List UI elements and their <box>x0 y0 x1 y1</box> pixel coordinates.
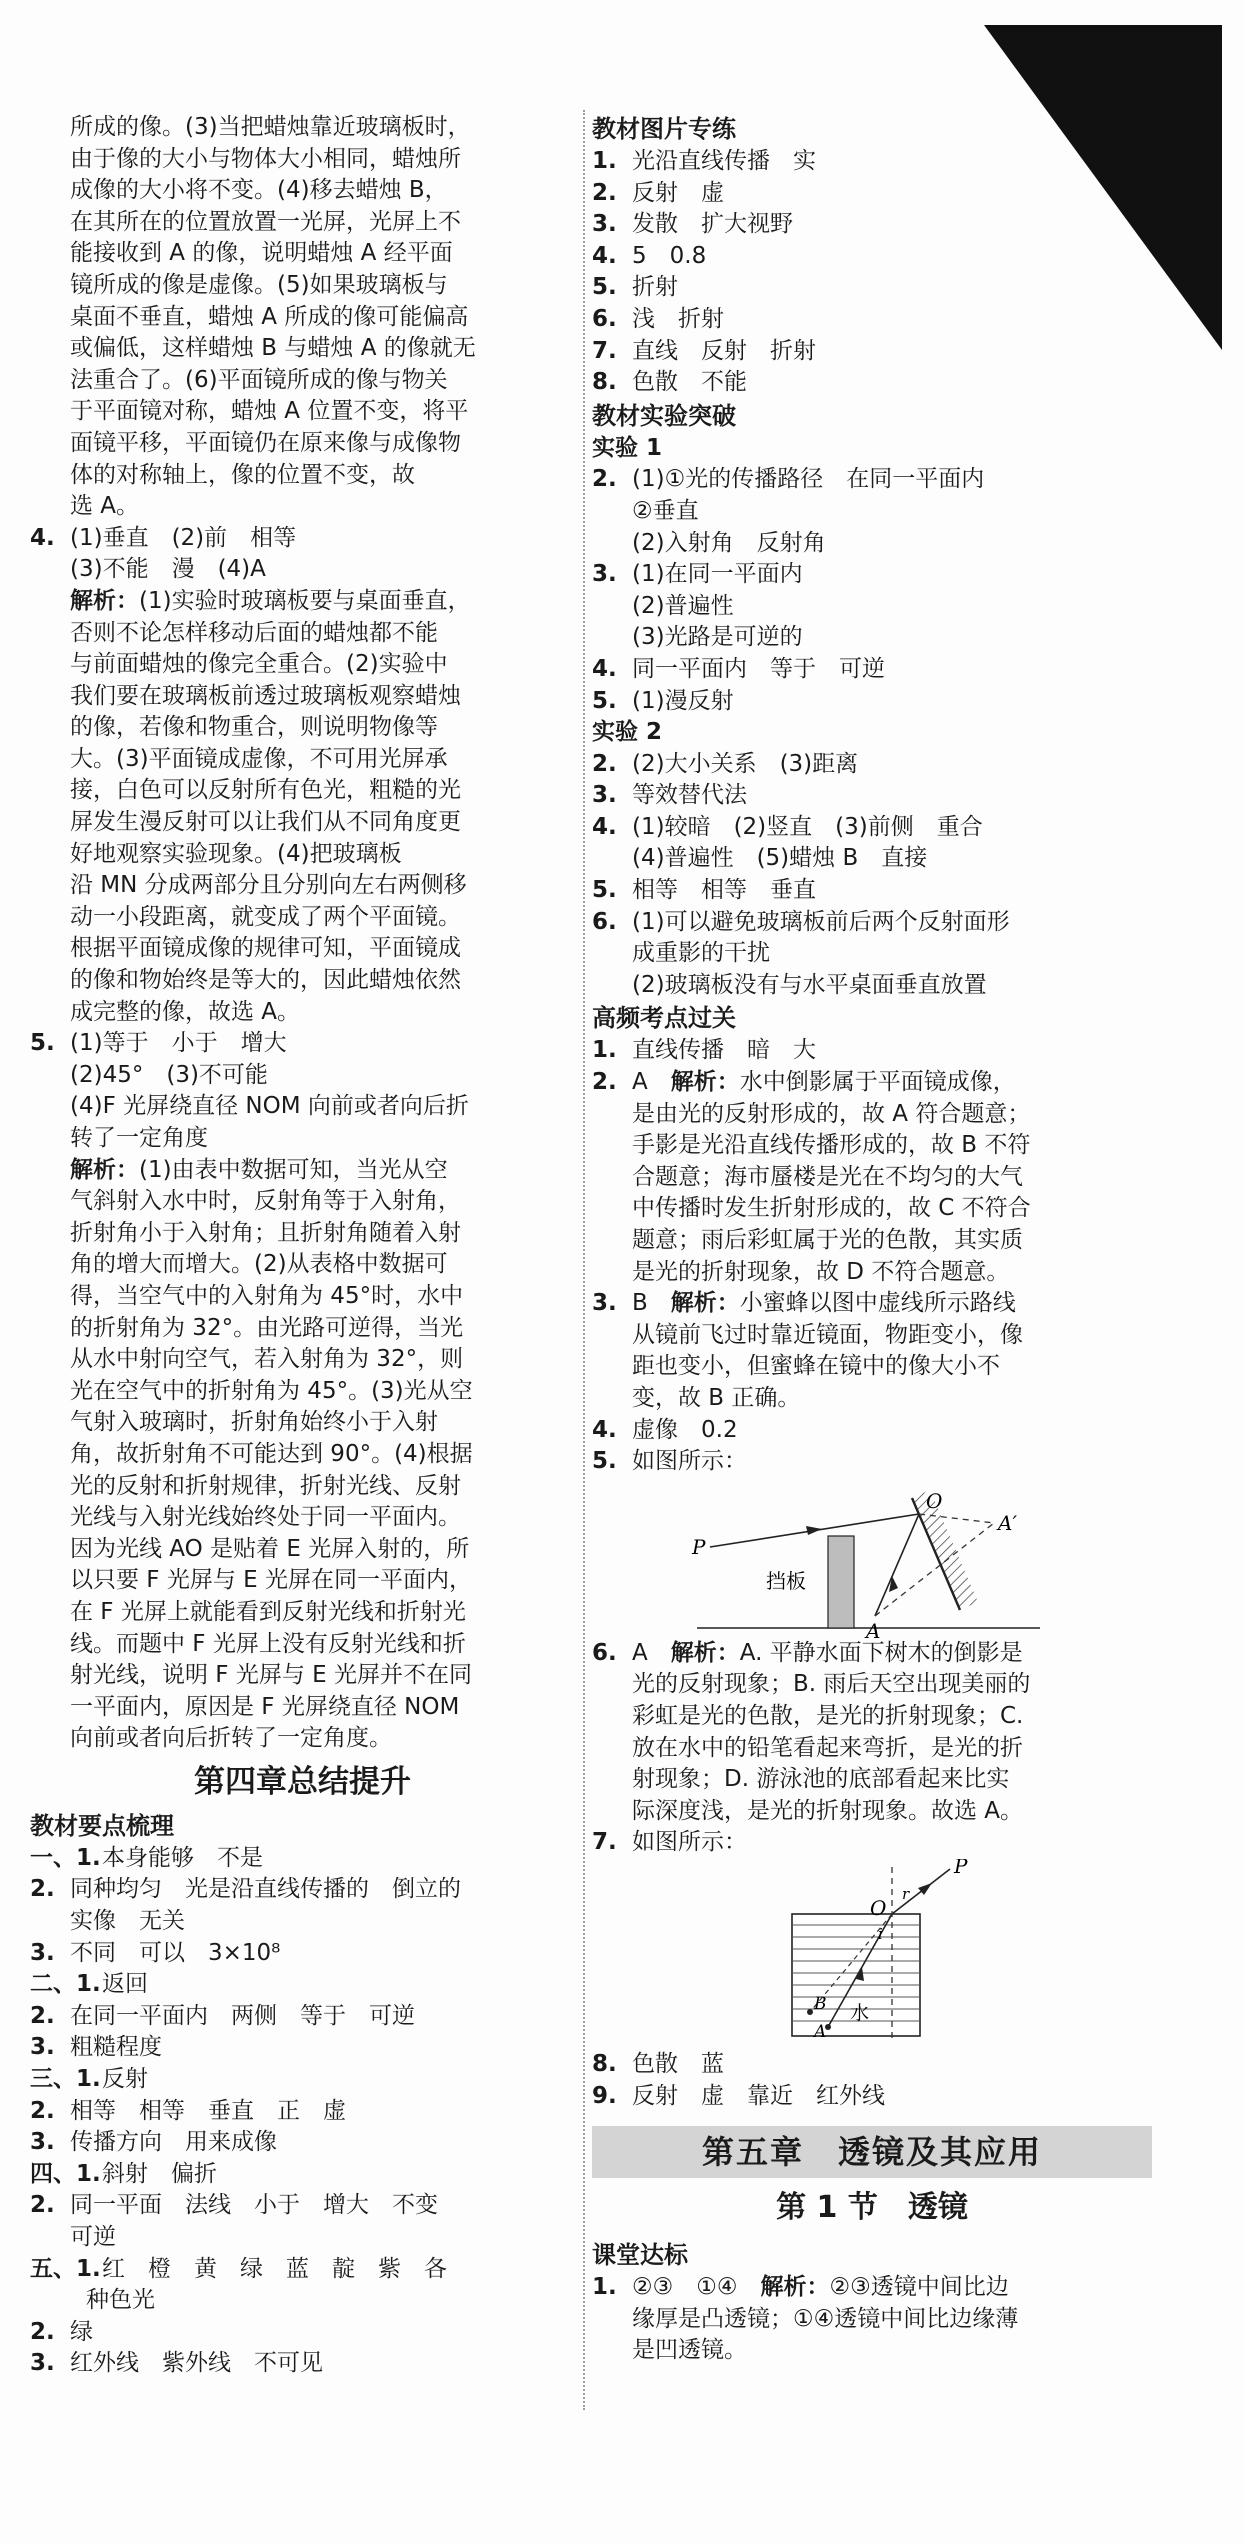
label-O: O <box>926 1488 943 1513</box>
answer-text: 虚像 0.2 <box>632 1416 738 1443</box>
answer-line <box>592 1827 1152 1859</box>
answer-list <box>592 464 1152 717</box>
answer-line <box>592 970 1152 1002</box>
answer-text: (3)光路是可逆的 <box>632 624 803 651</box>
explanation-line: 是由光的反射形成的，故 A 符合题意； <box>632 1100 1031 1127</box>
explanation-text: (1)由表中数据可知，当光从空 <box>139 1156 448 1183</box>
answer-line <box>592 464 1152 496</box>
answer-line <box>592 1035 1152 1067</box>
text-line: 法重合了。(6)平面镜所成的像与物关 <box>70 366 448 393</box>
answer-line <box>30 1969 575 2001</box>
answer-line <box>592 686 1152 718</box>
question-number: 6. <box>592 1639 617 1666</box>
answer-text: (2)入射角 反射角 <box>632 529 826 556</box>
answer-line <box>30 523 575 555</box>
answer-line <box>592 146 1152 178</box>
question-number: 五、1. <box>30 2255 101 2282</box>
experiment-heading: 实验 2 <box>592 719 663 746</box>
question-number: 3. <box>592 782 617 809</box>
answer-line: (3)不能 漫 (4)A <box>70 556 266 583</box>
answer-line <box>30 1843 575 1875</box>
answer-line <box>592 1638 1152 1670</box>
explanation-line <box>30 586 575 618</box>
answer-text: 相等 相等 垂直 正 虚 <box>70 2097 346 2124</box>
explanation-line: 角的增大而增大。(2)从表格中数据可 <box>70 1251 448 1278</box>
explanation-line: 从水中射向空气，若入射角为 32°，则 <box>70 1346 464 1373</box>
question-number: 3. <box>592 211 617 238</box>
label-A: A <box>814 2021 827 2042</box>
label-O: O <box>870 1895 887 1920</box>
explanation-text: 水中倒影属于平面镜成像， <box>739 1069 1016 1096</box>
chapter-title: 第四章总结提升 <box>194 1763 411 1800</box>
answer-line <box>592 2272 1152 2304</box>
answer-text: (1)较暗 (2)竖直 (3)前侧 重合 <box>632 813 983 840</box>
explanation-line: 动一小段距离，就变成了两个平面镜。 <box>70 903 461 930</box>
label-P: P <box>954 1858 968 1878</box>
left-column <box>30 112 575 2380</box>
answer-line <box>592 843 1152 875</box>
answer-text: 绿 <box>70 2318 93 2345</box>
question-number: 7. <box>592 1829 617 1856</box>
answer-text: 5 0.8 <box>632 242 707 269</box>
answer-line <box>592 496 1152 528</box>
question-number: 8. <box>592 369 617 396</box>
question-number: 2. <box>592 179 617 206</box>
answer-line <box>592 812 1152 844</box>
explanation-line: 的折射角为 32°。由光路可逆得，当光 <box>70 1314 464 1341</box>
text-line: 面镜平移，平面镜仍在原来像与成像物 <box>70 429 461 456</box>
question-number: 4. <box>592 242 617 269</box>
question-number: 3. <box>30 2129 55 2156</box>
explanation-line: 向前或者向后折转了一定角度。 <box>70 1725 392 1752</box>
answer-line <box>592 749 1152 781</box>
explanation-line: 线。而题中 F 光屏上没有反射光线和折 <box>70 1630 466 1657</box>
experiment-heading: 实验 1 <box>592 434 663 461</box>
answer-line <box>592 907 1152 939</box>
answer-text: 反射 虚 靠近 红外线 <box>632 2082 885 2109</box>
answer-line <box>592 336 1152 368</box>
text-line: 在其所在的位置放置一光屏，光屏上不 <box>70 208 461 235</box>
answer-line <box>592 559 1152 591</box>
section-heading: 高频考点过关 <box>592 1004 736 1033</box>
answer-line <box>592 622 1152 654</box>
question-number: 5. <box>30 1030 55 1057</box>
explanation-line: 题意；雨后彩虹属于光的色散，其实质 <box>632 1227 1023 1253</box>
answer-text: (2)玻璃板没有与水平桌面垂直放置 <box>632 971 987 998</box>
answer-text: 同一平面内 等于 可逆 <box>632 655 885 682</box>
explanation-line: 合题意；海市蜃楼是光在不均匀的大气 <box>632 1163 1023 1190</box>
answer-line <box>592 780 1152 812</box>
answer-text: (1)在同一平面内 <box>632 561 803 588</box>
answer-text: 同种均匀 光是沿直线传播的 倒立的 <box>70 1876 461 1903</box>
explanation-line: 气斜射入水中时，反射角等于入射角， <box>70 1188 461 1215</box>
explanation-line <box>30 1155 575 1187</box>
answer-line <box>30 1874 575 1906</box>
explanation-line: 变，故 B 正确。 <box>632 1384 801 1411</box>
answer-text: 同一平面 法线 小于 增大 不变 <box>70 2192 438 2219</box>
answer-line <box>592 1067 1152 1099</box>
answer-text: 红 橙 黄 绿 蓝 靛 紫 各 <box>102 2255 447 2282</box>
answer-text: 可逆 <box>70 2224 116 2250</box>
question-number: 2. <box>30 2318 55 2345</box>
answer-line <box>592 528 1152 560</box>
summary-list <box>30 1843 575 2380</box>
answer-text: 等效替代法 <box>632 782 747 809</box>
answer-line <box>592 209 1152 241</box>
answer-line <box>30 2159 575 2191</box>
answer-text: ②③ ①④ <box>632 2274 761 2301</box>
explanation-line: 得，当空气中的入射角为 45°时，水中 <box>70 1282 464 1309</box>
explanation-label: 解析： <box>760 2274 830 2301</box>
explanation-line: 与前面蜡烛的像完全重合。(2)实验中 <box>70 651 448 678</box>
explanation-line: 际深度浅，是光的折射现象。故选 A。 <box>632 1797 1024 1824</box>
question-number: 二、1. <box>30 1971 101 1998</box>
explanation-text: A. 平静水面下树木的倒影是 <box>739 1639 1023 1666</box>
explanation-text: (1)实验时玻璃板要与桌面垂直， <box>139 587 471 614</box>
chapter-banner: 第五章 透镜及其应用 <box>592 2126 1152 2178</box>
explanation-line: 的像和物始终是等大的，因此蜡烛依然 <box>70 967 461 994</box>
answer-text: 光沿直线传播 实 <box>632 148 816 174</box>
answer-text: 色散 蓝 <box>632 2050 724 2077</box>
question-number: 3. <box>30 1939 55 1966</box>
label-A: A <box>866 1618 881 1638</box>
answer-text: 发散 扩大视野 <box>632 211 793 238</box>
answer-line <box>30 2254 575 2286</box>
explanation-line: 气射入玻璃时，折射角始终小于入射 <box>70 1409 438 1436</box>
question-number: 5. <box>592 274 617 301</box>
explanation-line: 折射角小于入射角；且折射角随着入射 <box>70 1219 461 1246</box>
label-A-prime: A′ <box>998 1510 1017 1535</box>
question-number: 2. <box>592 466 617 493</box>
answer-text: 色散 不能 <box>632 369 747 396</box>
question-number: 7. <box>592 337 617 364</box>
answer-text: 直线 反射 折射 <box>632 337 816 364</box>
explanation-line: 从镜前飞过时靠近镜面，物距变小，像 <box>632 1321 1023 1348</box>
point-B <box>807 2009 813 2015</box>
answer-line <box>592 1288 1152 1320</box>
question-number: 1. <box>592 148 617 174</box>
answer-line <box>30 2001 575 2033</box>
text-line: 成像的大小将不变。(4)移去蜡烛 B， <box>70 177 448 204</box>
explanation-line: 缘厚是凸透镜；①④透镜中间比边缘薄 <box>632 2305 1019 2332</box>
answer-line <box>592 2049 1152 2081</box>
explanation-line: 光的反射和折射规律，折射光线、反射 <box>70 1472 461 1499</box>
answer-line <box>592 1415 1152 1447</box>
explanation-line: 光线与入射光线始终处于同一平面内。 <box>70 1504 461 1531</box>
answer-line <box>30 2222 575 2254</box>
text-line: 体的对称轴上，像的位置不变，故 <box>70 461 415 488</box>
question-number: 3. <box>592 561 617 588</box>
question-number: 2. <box>30 2097 55 2124</box>
answer-text: 红外线 紫外线 不可见 <box>70 2350 323 2377</box>
answer-text: 反射 虚 <box>632 179 724 206</box>
answer-line <box>592 272 1152 304</box>
answer-list <box>592 749 1152 1002</box>
question-number: 3. <box>30 2034 55 2061</box>
question-number: 2. <box>30 2192 55 2219</box>
mirror-hatch <box>912 1490 978 1610</box>
explanation-text: ②③透镜中间比边 <box>829 2274 1009 2301</box>
explanation-line: 因为光线 AO 是贴着 E 光屏入射的，所 <box>70 1535 470 1562</box>
explanation-line: 中传播时发生折射形成的，故 C 不符合 <box>632 1195 1031 1222</box>
answer-line <box>592 1446 1152 1478</box>
explanation-line: 屏发生漫反射可以让我们从不同角度更 <box>70 809 461 836</box>
explanation-line: 成完整的像，故选 A。 <box>70 998 301 1025</box>
answer-text: A <box>632 1639 671 1666</box>
answer-text: (2)大小关系 (3)距离 <box>632 750 859 777</box>
answer-line <box>592 304 1152 336</box>
answer-line <box>30 2032 575 2064</box>
answer-text: 如图所示： <box>632 1448 747 1475</box>
answer-line <box>592 2081 1152 2113</box>
section-heading: 教材图片专练 <box>592 115 736 143</box>
answer-text: 折射 <box>632 274 678 301</box>
board-label: 挡板 <box>766 1568 806 1593</box>
answer-text: 反射 <box>102 2066 148 2093</box>
answer-line <box>592 654 1152 686</box>
question-number: 9. <box>592 2082 617 2109</box>
explanation-line: 大。(3)平面镜成虚像，不可用光屏承 <box>70 745 448 772</box>
explanation-line: 一平面内，原因是 F 光屏绕直径 NOM <box>70 1693 460 1720</box>
answer-line <box>30 2190 575 2222</box>
answer-text: 成重影的干扰 <box>632 940 770 967</box>
answer-line <box>30 2348 575 2380</box>
board-block <box>828 1536 854 1628</box>
answer-line <box>30 2096 575 2128</box>
explanation-line: 彩虹是光的色散，是光的折射现象；C. <box>632 1702 1024 1729</box>
answer-line <box>592 241 1152 273</box>
question-number: 2. <box>30 1876 55 1903</box>
text-line: 或偏低，这样蜡烛 B 与蜡烛 A 的像就无 <box>70 335 476 362</box>
explanation-line: 接，白色可以反射所有色光，粗糙的光 <box>70 777 461 804</box>
answer-text: 相等 相等 垂直 <box>632 877 816 904</box>
answer-text: (1)垂直 (2)前 相等 <box>70 524 297 551</box>
explanation-line: 根据平面镜成像的规律可知，平面镜成 <box>70 935 461 962</box>
answer-line <box>592 875 1152 907</box>
answer-text: 在同一平面内 两侧 等于 可逆 <box>70 2002 415 2029</box>
answer-line <box>30 1906 575 1938</box>
label-B: B <box>814 1993 827 2014</box>
reflected-ray <box>875 1514 919 1616</box>
answer-text: (2)普遍性 <box>632 592 734 619</box>
explanation-line: 射光线，说明 F 光屏与 E 光屏并不在同 <box>70 1662 473 1689</box>
answer-text: 浅 折射 <box>632 305 724 332</box>
label-P: P <box>692 1534 706 1559</box>
answer-line <box>592 178 1152 210</box>
explanation-line: 射现象；D. 游泳池的底部看起来比实 <box>632 1766 1010 1793</box>
explanation-line: 我们要在玻璃板前透过玻璃板观察蜡烛 <box>70 682 461 709</box>
answer-line <box>592 367 1152 399</box>
question-number: 一、1. <box>30 1844 101 1871</box>
question-number: 6. <box>592 908 617 935</box>
section-heading: 教材实验突破 <box>592 401 736 430</box>
question-number: 2. <box>592 750 617 777</box>
section-heading: 教材要点梳理 <box>30 1811 174 1840</box>
answer-text: 传播方向 用来成像 <box>70 2129 277 2156</box>
answer-text: 本身能够 不是 <box>102 1844 263 1871</box>
explanation-line: 的像，若像和物重合，则说明物像等 <box>70 714 438 741</box>
text-line: 镜所成的像是虚像。(5)如果玻璃板与 <box>70 271 448 298</box>
answer-text: 斜射 偏折 <box>102 2160 217 2187</box>
answer-line <box>30 2285 575 2317</box>
question-number: 四、1. <box>30 2160 101 2187</box>
answer-text: 返回 <box>102 1971 148 1998</box>
question-number: 4. <box>592 1416 617 1443</box>
answer-list <box>592 146 1152 399</box>
explanation-line: 放在水中的铅笔看起来弯折，是光的折 <box>632 1734 1023 1761</box>
explanation-label: 解析： <box>670 1639 740 1666</box>
question-number: 8. <box>592 2050 617 2077</box>
text-line: 能接收到 A 的像，说明蜡烛 A 经平面 <box>70 240 453 267</box>
answer-text: B <box>632 1290 671 1317</box>
explanation-line: 否则不论怎样移动后面的蜡烛都不能 <box>70 619 438 646</box>
question-number: 6. <box>592 305 617 332</box>
text-line: 选 A。 <box>70 493 140 520</box>
answer-line: (2)45° (3)不可能 <box>70 1061 268 1088</box>
explanation-line: 光的反射现象；B. 雨后天空出现美丽的 <box>632 1671 1031 1698</box>
explanation-text: 小蜜蜂以图中虚线所示路线 <box>739 1290 1016 1317</box>
answer-text: 直线传播 暗 大 <box>632 1037 816 1064</box>
answer-line <box>30 1938 575 1970</box>
explanation-label: 解析： <box>70 1156 139 1183</box>
question-number: 1. <box>592 2274 617 2301</box>
question-number: 2. <box>30 2002 55 2029</box>
answer-text: 粗糙程度 <box>70 2034 162 2061</box>
explanation-line: 角，故折射角不可能达到 90°。(4)根据 <box>70 1440 473 1467</box>
right-column <box>592 112 1152 2367</box>
explanation-line: 好地观察实验现象。(4)把玻璃板 <box>70 840 402 867</box>
question-number: 5. <box>592 1448 617 1475</box>
question-number: 三、1. <box>30 2066 101 2093</box>
text-line: 由于像的大小与物体大小相同，蜡烛所 <box>70 145 461 172</box>
answer-text: 不同 可以 3×10⁸ <box>70 1939 281 1966</box>
answer-line <box>592 591 1152 623</box>
answer-text: (1)可以避免玻璃板前后两个反射面形 <box>632 908 1010 935</box>
explanation-line: 是凹透镜。 <box>632 2337 747 2364</box>
question-number: 5. <box>592 877 617 904</box>
column-divider <box>583 110 585 2410</box>
answer-line <box>30 2064 575 2096</box>
answer-text: ②垂直 <box>632 497 699 524</box>
label-i: i <box>878 1924 883 1943</box>
answer-line: (4)F 光屏绕直径 NOM 向前或者向后折 <box>70 1093 469 1120</box>
question-number: 4. <box>592 655 617 682</box>
answer-text: (4)普遍性 (5)蜡烛 B 直接 <box>632 845 928 872</box>
question-number: 3. <box>30 2350 55 2377</box>
explanation-line: 光在空气中的折射角为 45°。(3)光从空 <box>70 1377 473 1404</box>
explanation-line: 以只要 F 光屏与 E 光屏在同一平面内， <box>70 1567 473 1594</box>
text-line: 所成的像。(3)当把蜡烛靠近玻璃板时， <box>70 114 471 140</box>
question-number: 5. <box>592 687 617 714</box>
answer-text: A <box>632 1069 671 1096</box>
explanation-line: 手影是光沿直线传播形成的，故 B 不符 <box>632 1132 1031 1159</box>
text-line: 桌面不垂直，蜡烛 A 所成的像可能偏高 <box>70 303 469 330</box>
answer-line <box>30 2127 575 2159</box>
answer-line <box>30 2317 575 2349</box>
explanation-line: 是光的折射现象，故 D 不符合题意。 <box>632 1258 1010 1285</box>
explanation-label: 解析： <box>70 587 139 614</box>
section-heading: 课堂达标 <box>592 2241 688 2270</box>
answer-text: 如图所示： <box>632 1829 747 1856</box>
explanation-line: 在 F 光屏上就能看到反射光线和折射光 <box>70 1598 466 1625</box>
explanation-line: 距也变小，但蜜蜂在镜中的像大小不 <box>632 1353 1000 1380</box>
refraction-diagram <box>592 1859 1152 2049</box>
text-line: 于平面镜对称，蜡烛 A 位置不变，将平 <box>70 398 469 425</box>
explanation-line: 沿 MN 分成两部分且分别向左右两侧移 <box>70 872 467 899</box>
explanation-label: 解析： <box>670 1290 740 1317</box>
label-water: 水 <box>850 2001 870 2024</box>
answer-text: (1)①光的传播路径 在同一平面内 <box>632 466 985 493</box>
explanation-label: 解析： <box>670 1069 740 1096</box>
section-title: 第 1 节 透镜 <box>776 2190 968 2226</box>
label-r: r <box>902 1884 910 1903</box>
answer-line: 转了一定角度 <box>70 1125 208 1151</box>
question-number: 4. <box>592 813 617 840</box>
answer-text: 实像 无关 <box>70 1908 185 1935</box>
answer-text: 种色光 <box>86 2287 155 2314</box>
answer-text: (1)漫反射 <box>632 687 734 714</box>
answer-line <box>30 1028 575 1060</box>
question-number: 3. <box>592 1290 617 1317</box>
question-number: 1. <box>592 1037 617 1064</box>
answer-line <box>592 938 1152 970</box>
question-number: 2. <box>592 1069 617 1096</box>
mirror-reflection-diagram <box>592 1478 1152 1638</box>
answer-text: (1)等于 小于 增大 <box>70 1030 287 1057</box>
question-number: 4. <box>30 524 55 551</box>
